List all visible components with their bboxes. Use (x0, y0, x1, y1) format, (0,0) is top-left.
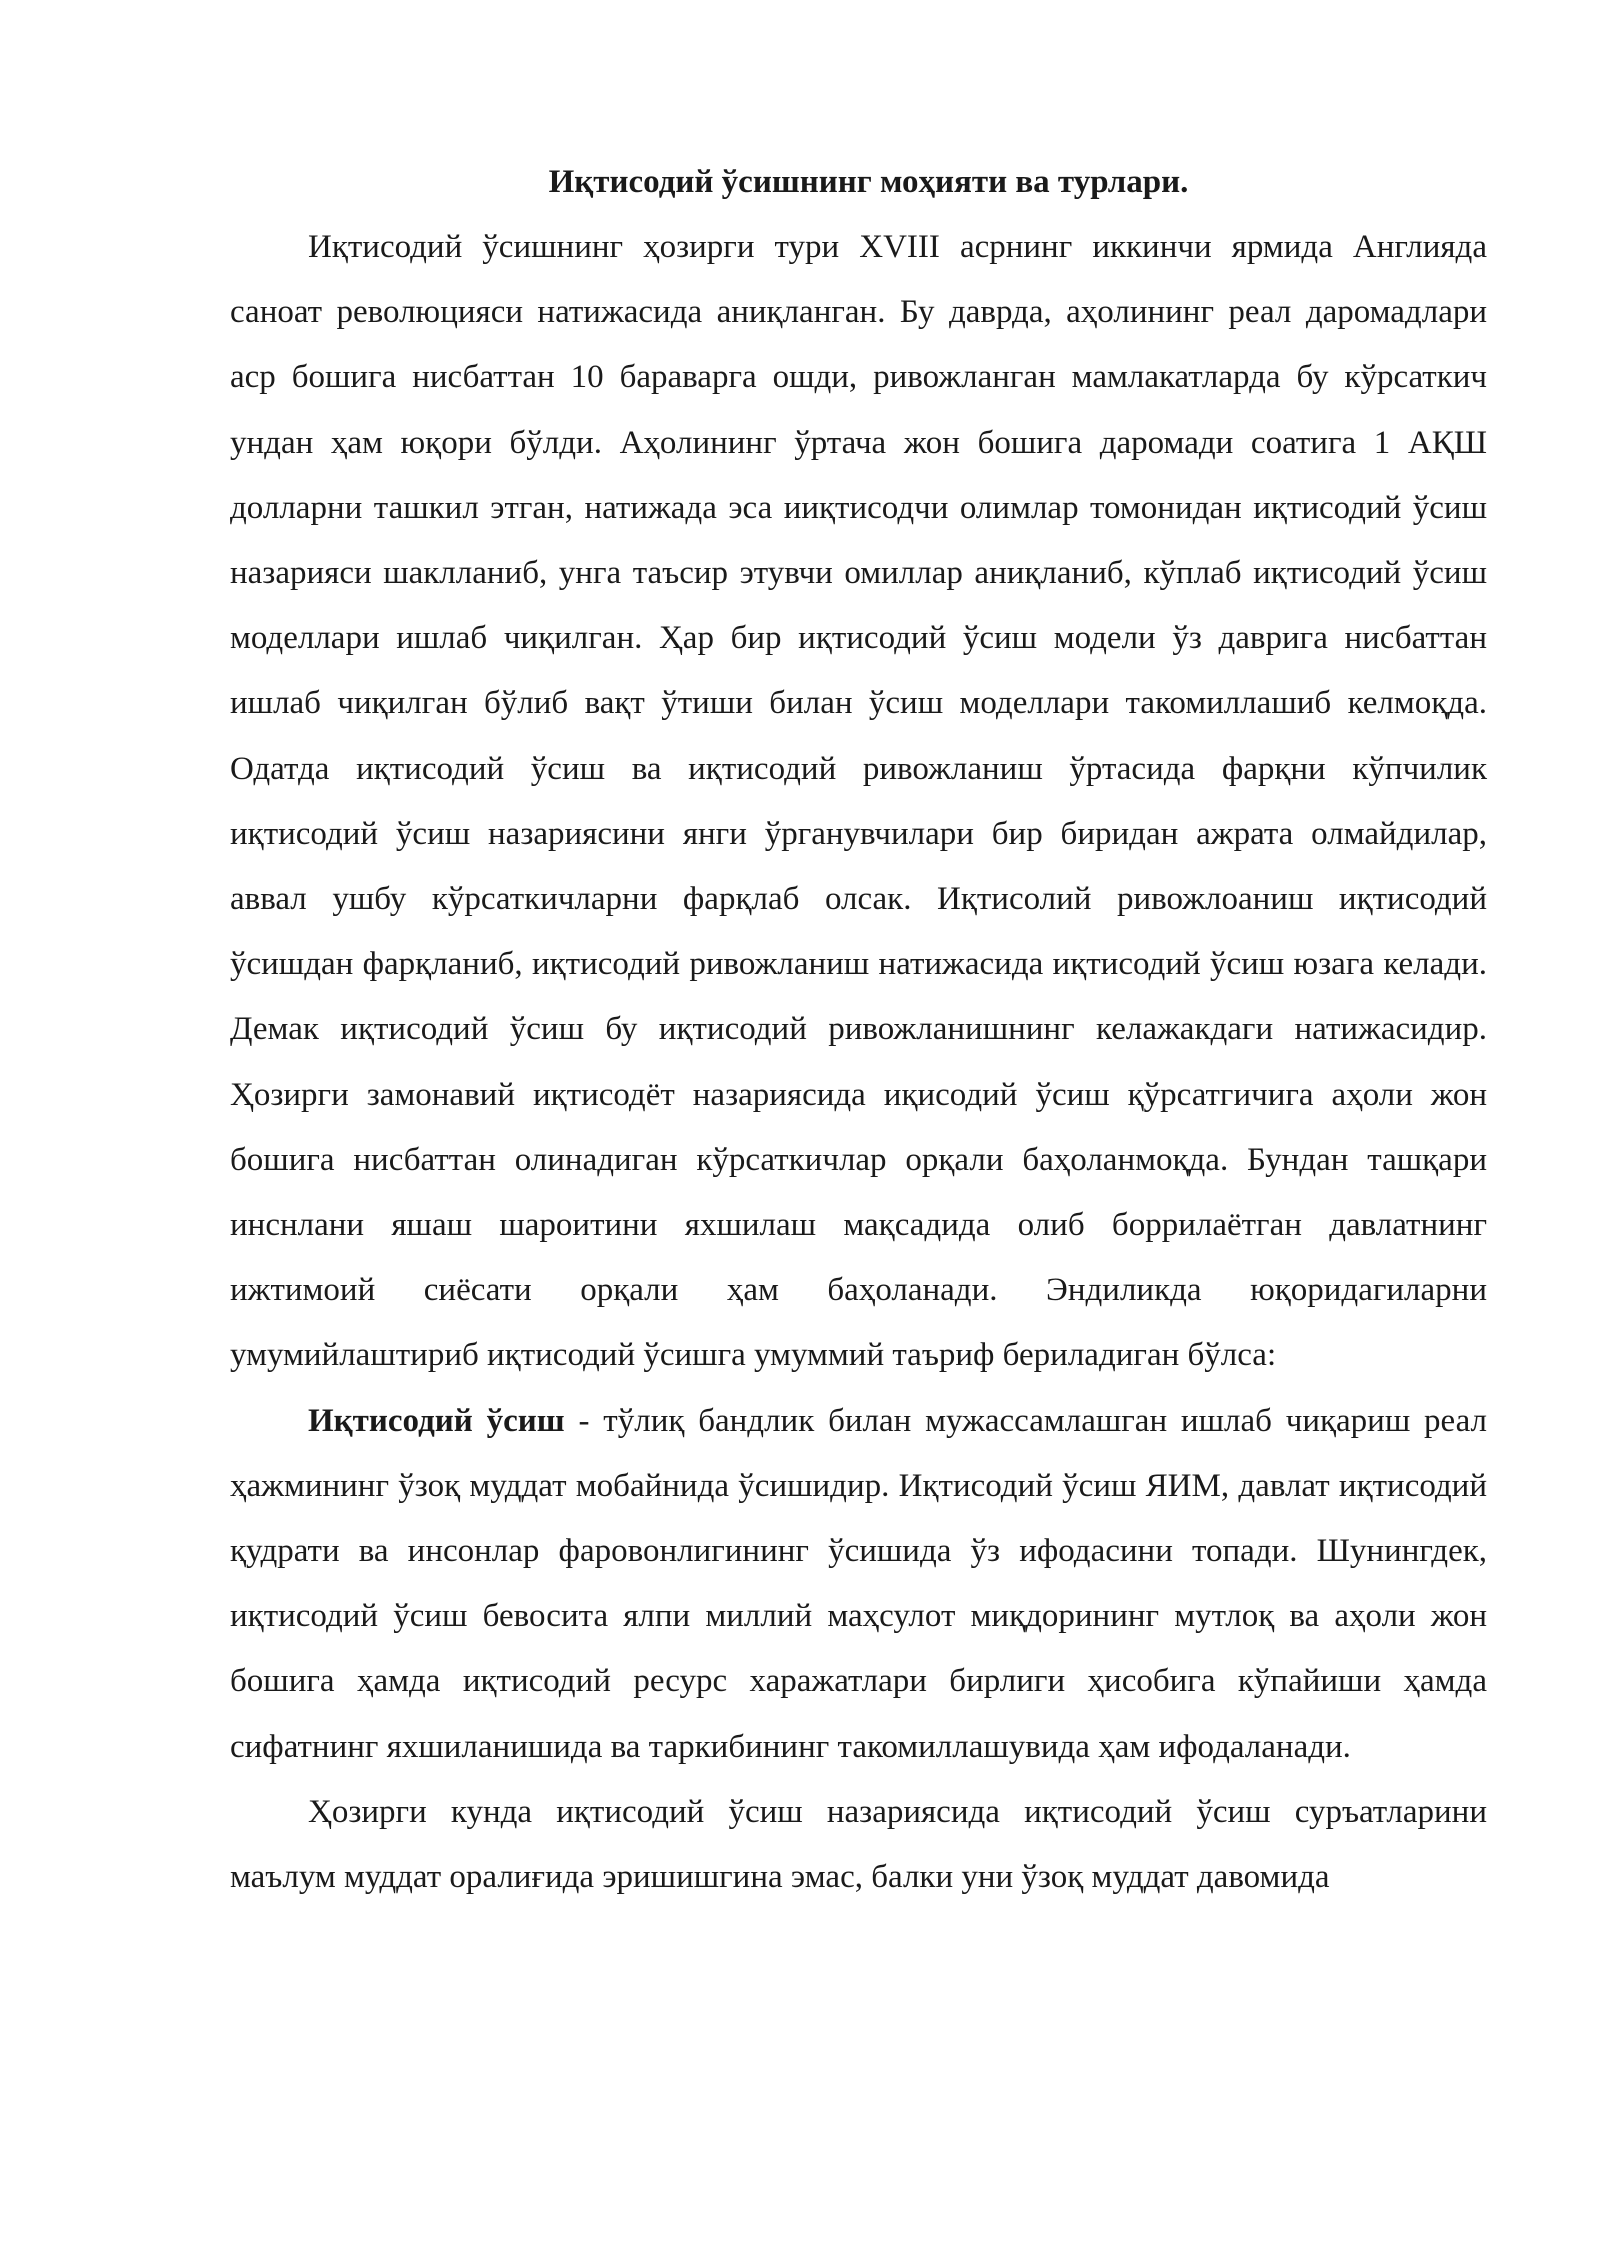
document-page (230, 150, 1487, 1910)
paragraph-modern-theory: Ҳозирги кунда иқтисодий ўсиш назариясида иқтисодий ўсиш суръатларини маълум муддат оралиғида эришишгина эмас, балки уни ўзоқ муддат давомида (230, 1793, 1487, 1896)
definition-text: - тўлиқ бандлик билан мужассамлашган ишлаб чиқариш реал ҳажмининг ўзоқ муддат мобайнида ўсишидир. Иқтисодий ўсиш ЯИМ, давлат иқтисодий қудрати ва инсонлар фаровонлигининг ўсишида ўз ифодасини топади. Шунингдек, иқтисодий ўсиш бевосита ялпи миллий маҳсулот миқдорининг мутлоқ ва аҳоли жон бошига ҳамда иқтисодий ресурс харажатлари бирлиги ҳисобига кўпайиши ҳамда сифатнинг яхшиланишида ва таркибининг такомиллашувида ҳам ифодаланади. (230, 1402, 1487, 1765)
paragraph-intro: Иқтисодий ўсишнинг ҳозирги тури XVIII асрнинг иккинчи ярмида Англияда саноат революцияси натижасида аниқланган. Бу даврда, аҳолининг реал даромадлари аср бошига нисбаттан 10 бараварга ошди, ривожланган мамлакатларда бу кўрсаткич ундан ҳам юқори бўлди. Аҳолининг ўртача жон бошига даромади соатига 1 АҚШ долларни ташкил этган, натижада эса ииқтисодчи олимлар томонидан иқтисодий ўсиш назарияси шаклланиб, унга таъсир этувчи омиллар аниқланиб, кўплаб иқтисодий ўсиш моделлари ишлаб чиқилган. Ҳар бир иқтисодий ўсиш модели ўз даврига нисбаттан ишлаб чиқилган бўлиб вақт ўтиши билан ўсиш моделлари такомиллашиб келмоқда. Одатда иқтисодий ўсиш ва иқтисодий ривожланиш ўртасида фарқни кўпчилик иқтисодий ўсиш назариясини янги ўрганувчилари бир биридан ажрата олмайдилар, аввал ушбу кўрсаткичларни фарқлаб олсак. Иқтисолий ривожлоаниш иқтисодий ўсишдан фарқланиб, иқтисодий ривожланиш натижасида иқтисодий ўсиш юзага келади. Демак иқтисодий ўсиш бу иқтисодий ривожланишнинг келажакдаги натижасидир. Ҳозирги замонавий иқтисодёт назариясида иқисодий ўсиш қўрсатгичига аҳоли жон бошига нисбаттан олинадиган кўрсаткичлар орқали баҳоланмоқда. Бундан ташқари инснлани яшаш шароитини яхшилаш мақсадида олиб боррилаётган давлатнинг ижтимоий сиёсати орқали ҳам баҳоланади. Эндиликда юқоридагиларни умумийлаштириб иқтисодий ўсишга умуммий таъриф бериладиган бўлса: (230, 229, 1487, 1374)
document-title: Иқтисодий ўсишнинг моҳияти ва турлари. (548, 164, 1189, 200)
defined-term: Иқтисодий ўсиш (308, 1402, 565, 1439)
paragraph-definition (230, 1389, 1487, 1780)
